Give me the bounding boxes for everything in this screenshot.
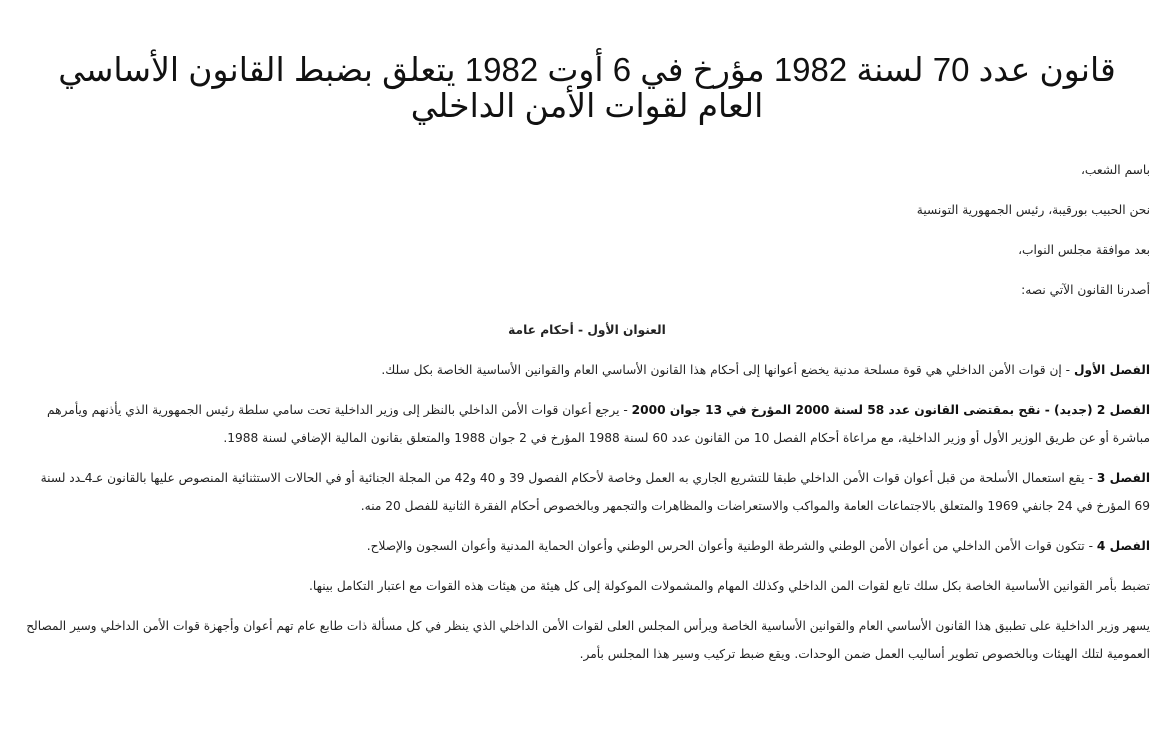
article-label: الفصل الأول — [1073, 363, 1150, 377]
preamble-line: أصدرنا القانون الآتي نصه: — [1021, 283, 1150, 297]
article-text: - يرجع أعوان قوات الأمن الداخلي بالنظر إلى وزير الداخلية تحت سامي سلطة رئيس الجمهورية الذي يأذنهم ويأمرهم مباشرة أو عن طريق الوزير الأول أو وزير الداخلية، مع مراعاة أحكام الفصل 10 من القانون عدد 60 لسنة 1988 المؤرخ في 2 جوان 1988 والمتعلق بقانون المالية الإضافي لسنة 1988. — [47, 403, 1150, 445]
article-label: الفصل 2 (جديد) - نقح بمقتضى القانون عدد 58 لسنة 2000 المؤرخ في 13 جوان 2000 — [631, 403, 1150, 417]
article-2 — [24, 396, 1150, 452]
article-label: الفصل 4 — [1096, 539, 1150, 553]
article-text: - تتكون قوات الأمن الداخلي من أعوان الأمن الوطني والشرطة الوطنية وأعوان الحرس الوطني وأعوان الحماية المدنية وأعوان السجون والإصلاح. — [366, 539, 1097, 553]
document-body — [24, 156, 1150, 668]
article-3 — [24, 464, 1150, 520]
article-4 — [24, 532, 1150, 560]
preamble-line: باسم الشعب، — [1080, 163, 1150, 177]
article-text: - يقع استعمال الأسلحة من قبل أعوان قوات الأمن الداخلي طبقا للتشريع الجاري به العمل وخاصة لأحكام الفصول 39 و 40 و42 من المجلة الجنائية أو في الحالات الاستثنائية المنصوص عليها بالقانون عـ4ـدد لسنة 69 المؤرخ في 24 جانفي 1969 والمتعلق بالاجتماعات العامة والمواكب والاستعراضات والمظاهرات والتجمهر وبالخصوص أحكام الفقرة الثانية للفصل 20 منه. — [40, 471, 1150, 513]
preamble-line: نحن الحبيب بورقيبة، رئيس الجمهورية التونسية — [916, 203, 1150, 217]
paragraph: يسهر وزير الداخلية على تطبيق هذا القانون الأساسي العام والقوانين الأساسية الخاصة ويرأس المجلس العلى لقوات الأمن الداخلي الذي ينظر في كل مسألة ذات طابع عام تهم أعوان وأجهزة قوات الأمن الداخلي وسير المصالح العمومية لتلك الهيئات وبالخصوص تطوير أساليب العمل ضمن الوحدات. ويقع ضبط تركيب وسير هذا المجلس بأمر. — [26, 619, 1150, 661]
document-title: قانون عدد 70 لسنة 1982 مؤرخ في 6 أوت 1982 يتعلق بضبط القانون الأساسي العام لقوات الأمن الداخلي — [58, 51, 1116, 124]
article-label: الفصل 3 — [1096, 471, 1150, 485]
section-heading: العنوان الأول - أحكام عامة — [508, 323, 666, 337]
paragraph: تضبط بأمر القوانين الأساسية الخاصة بكل سلك تابع لقوات المن الداخلي وكذلك المهام والمشمولات الموكولة إلى كل هيئة من هيئات هذه القوات مع اعتبار التكامل بينها. — [309, 579, 1150, 593]
article-text: - إن قوات الأمن الداخلي هي قوة مسلحة مدنية يخضع أعوانها إلى أحكام هذا القانون الأساسي العام والقوانين الأساسية الخاصة بكل سلك. — [381, 363, 1074, 377]
preamble-line: بعد موافقة مجلس النواب، — [1018, 243, 1150, 257]
article-1 — [24, 356, 1150, 384]
